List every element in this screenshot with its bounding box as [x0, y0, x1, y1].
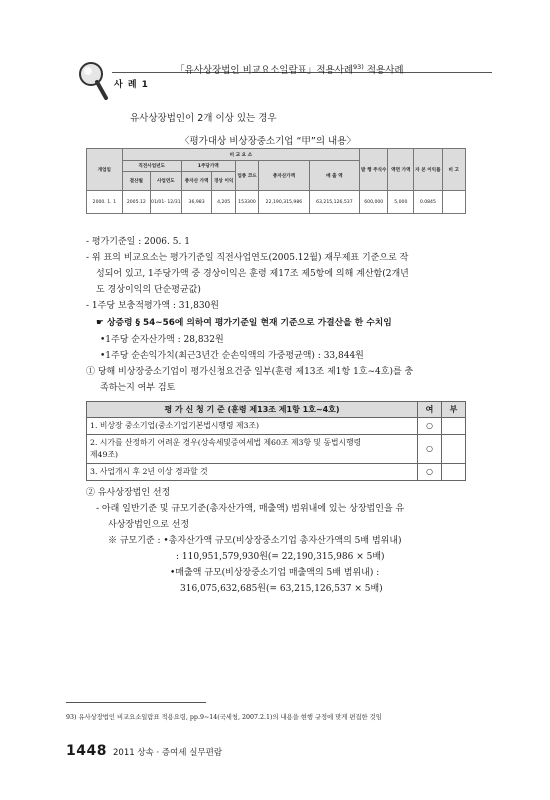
check-mark: ○ — [418, 464, 442, 481]
criteria-table — [86, 401, 466, 481]
check-mark: ○ — [418, 418, 442, 435]
table-caption: 〈평가대상 비상장중소기업 “甲”의 내용〉 — [180, 136, 356, 147]
cell-industry-code: 153300 — [235, 191, 258, 214]
valuation-date: - 평가기준일 : 2006. 5. 1 — [86, 237, 190, 247]
cell-ordinary-income: 4,205 — [212, 191, 235, 214]
case-heading: 유사상장법인이 2개 이상 있는 경우 — [130, 113, 277, 124]
cell-settlement-month: 2005.12 — [122, 191, 150, 214]
col-industry-code: 업종 코드 — [235, 161, 258, 191]
yes-header: 여 — [418, 402, 442, 418]
cell-sales: 63,215,126,537 — [309, 191, 359, 214]
cell-open-date: 2000. 1. 1 — [87, 191, 123, 214]
body-line: 성되어 있고, 1주당가액 중 경상이익은 훈령 제17조 제5항에 의해 계산함(2개년 — [96, 269, 409, 279]
table-row — [87, 191, 466, 214]
note-highlight: ☛ 상증령 § 54∼56에 의하여 평가기준일 현재 기준으로 가결산을 한 수치임 — [96, 318, 392, 328]
criteria-header: 평 가 신 청 기 준 (훈령 제13조 제1항 1호∼4호) — [87, 402, 418, 418]
col-capital-ratio: 자 본 이익률 — [414, 149, 442, 191]
cell-note — [442, 191, 465, 214]
cell-total-assets: 22,190,315,986 — [259, 191, 309, 214]
criteria-text: 1. 비상장 중소기업(중소기업기본법시행령 제3조) — [87, 418, 418, 435]
scale-criteria: ※ 규모기준 : •총자산가액 규모(비상장중소기업 총자산가액의 5배 범위내) — [108, 536, 402, 546]
col-open-date: 개업일 — [87, 149, 123, 191]
criteria-text: 2. 시가를 산정하기 어려운 경우(상속세및증여세법 제60조 제3항 및 동법시행령 제49조) — [87, 435, 418, 464]
col-net-asset: 총자산 가액 — [181, 172, 212, 191]
cell-business-year: 01/01- 12/31 — [150, 191, 181, 214]
col-sales: 매 출 액 — [309, 161, 359, 191]
body-line: - 위 표의 비교요소는 평가기준일 직전사업연도(2005.12월) 재무제표 기준으로 작 — [86, 253, 409, 263]
sub-header-year: 직전사업년도 — [122, 161, 181, 172]
criteria-text: 3. 사업개시 후 2년 이상 경과할 것 — [87, 464, 418, 481]
body-line: - 아래 일반기준 및 규모기준(총자산가액, 매출액) 범위내에 있는 상장법인을 유 — [96, 504, 405, 514]
empty-mark — [442, 435, 466, 464]
table-row — [87, 464, 466, 481]
col-business-year: 사업연도 — [150, 172, 181, 191]
cell-par-value: 5,000 — [388, 191, 414, 214]
sub-header-share: 1주당가액 — [181, 161, 235, 172]
no-header: 부 — [442, 402, 466, 418]
book-title: 2011 상속 · 증여세 실무편람 — [113, 748, 223, 758]
page-number: 1448 — [66, 743, 107, 759]
selection-heading: ② 유사상장법인 선정 — [86, 488, 171, 498]
cell-shares-issued: 600,000 — [360, 191, 388, 214]
footnote: 93) 유사상장법인 비교요소일람표 적용요령, pp.9∼14(국세청, 2007.2.1)의 내용을 현행 규정에 맞게 편집한 것임 — [66, 714, 382, 721]
table-row — [87, 418, 466, 435]
col-par-value: 액면 가액 — [388, 149, 414, 191]
net-asset-value: •1주당 순자산가액 : 28,832원 — [100, 335, 224, 345]
footnote-ref: 93) — [353, 62, 364, 71]
sales-scale-value: 316,075,632,685원(= 63,215,126,537 × 5배) — [180, 584, 383, 594]
table-row — [87, 435, 466, 464]
empty-mark — [442, 418, 466, 435]
review-heading: ① 당해 비상장중소기업이 평가신청요건중 일부(훈령 제13조 제1항 1호∼4호)를 충 — [86, 367, 414, 377]
body-line: 사상장법인으로 선정 — [108, 520, 190, 530]
page-title: 「유사상장법인 비교요소일람표」적용사례$^{93)}$ 적용사례 — [175, 62, 404, 76]
sales-scale-heading: •매출액 규모(비상장중소기업 매출액의 5배 범위내) : — [170, 568, 380, 578]
col-ordinary-income: 경상 이익 — [212, 172, 235, 191]
body-line: 도 경상이익의 단순평균값) — [96, 285, 201, 295]
supplementary-value: - 1주당 보충적평가액 : 31,830원 — [86, 301, 219, 311]
case-label: 사 례 1 — [114, 80, 149, 90]
group-header: 비 교 요 소 — [122, 149, 359, 161]
check-mark: ○ — [418, 435, 442, 464]
col-note: 비 고 — [442, 149, 465, 191]
net-income-value: •1주당 순손익가치(최근3년간 순손익액의 가중평균액) : 33,844원 — [100, 351, 364, 361]
magnifier-icon — [76, 60, 110, 102]
body-line: 족하는지 여부 검토 — [100, 383, 176, 393]
col-settlement-month: 결산월 — [122, 172, 150, 191]
col-shares-issued: 발 행 주식수 — [360, 149, 388, 191]
company-data-table — [86, 148, 466, 214]
footnote-rule — [66, 702, 206, 703]
empty-mark — [442, 464, 466, 481]
col-total-assets: 총자산가액 — [259, 161, 309, 191]
asset-scale-value: : 110,951,579,930원(= 22,190,315,986 × 5배) — [176, 552, 385, 562]
cell-net-asset: 36,983 — [181, 191, 212, 214]
cell-capital-ratio: 0.0845 — [414, 191, 442, 214]
